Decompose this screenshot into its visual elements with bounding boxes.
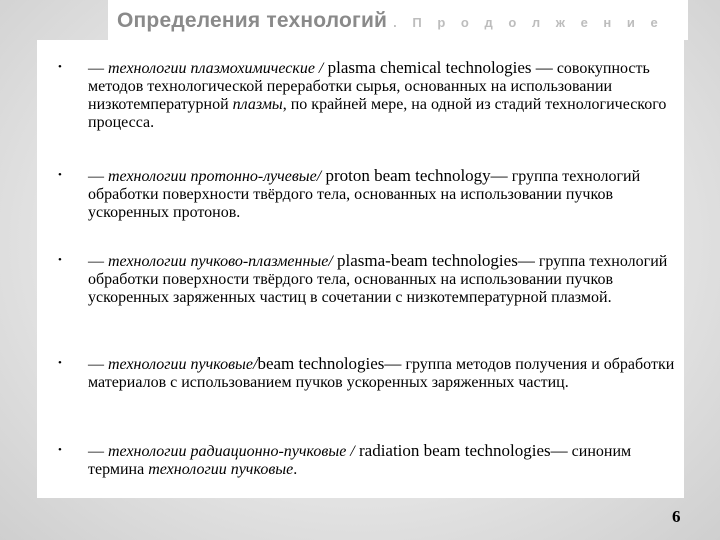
bullet: • [58, 254, 62, 266]
term: технологии пучково-плазменные/ [108, 253, 333, 270]
bullet: • [58, 61, 62, 73]
term: технологии пучковые/ [108, 356, 258, 373]
slide-title [117, 9, 664, 33]
english-term: radiation beam technologies— [354, 441, 568, 460]
term: технологии протонно-лучевые/ [108, 168, 322, 185]
dash: — [88, 253, 108, 270]
bullet: • [58, 444, 62, 456]
bullet: • [58, 357, 62, 369]
title-main: Определения технологий [117, 9, 388, 32]
definition-text [88, 167, 678, 222]
definition: синоним термина [88, 443, 632, 478]
dash: — [88, 443, 108, 460]
dash: — [88, 356, 108, 373]
content-area [37, 40, 684, 498]
title-subtitle: . П р о д о л ж е н и е [393, 15, 664, 30]
page-number: 6 [672, 507, 681, 526]
definition-text [88, 442, 678, 479]
definition: группа технологий обработки поверхности твёрдого тела, основанных на использовании пучков ускоренных протонов. [88, 168, 641, 221]
definition-text [88, 59, 678, 132]
italic-word: технологии пучковые [148, 461, 294, 478]
definition: группа методов получения и обработки материалов с использованием пучков ускоренных заряженных частиц. [88, 356, 675, 391]
english-term: proton beam technology— [321, 166, 508, 185]
italic-word: плазмы [232, 96, 283, 113]
definition-end: , по крайней мере, на одной из стадий технологического процесса. [88, 96, 667, 131]
definition-text [88, 355, 678, 392]
term: технологии плазмохимические / [108, 60, 324, 77]
dash: — [88, 168, 108, 185]
definition: совокупность методов технологической переработки сырья, основанных на использовании низкотемпературной [88, 60, 650, 113]
definition: группа технологий обработки поверхности твёрдого тела, основанных на использовании пучков ускоренных заряженных частиц в сочетании с низкотемпературной плазмой. [88, 253, 668, 306]
english-term: plasma-beam technologies— [332, 251, 535, 270]
definition-text [88, 252, 678, 307]
term: технологии радиационно-пучковые / [108, 443, 355, 460]
dash: — [88, 60, 108, 77]
definition-end: . [293, 461, 298, 478]
bullet: • [58, 169, 62, 181]
english-term: plasma chemical technologies — [323, 58, 553, 77]
english-term: beam technologies— [257, 354, 402, 373]
